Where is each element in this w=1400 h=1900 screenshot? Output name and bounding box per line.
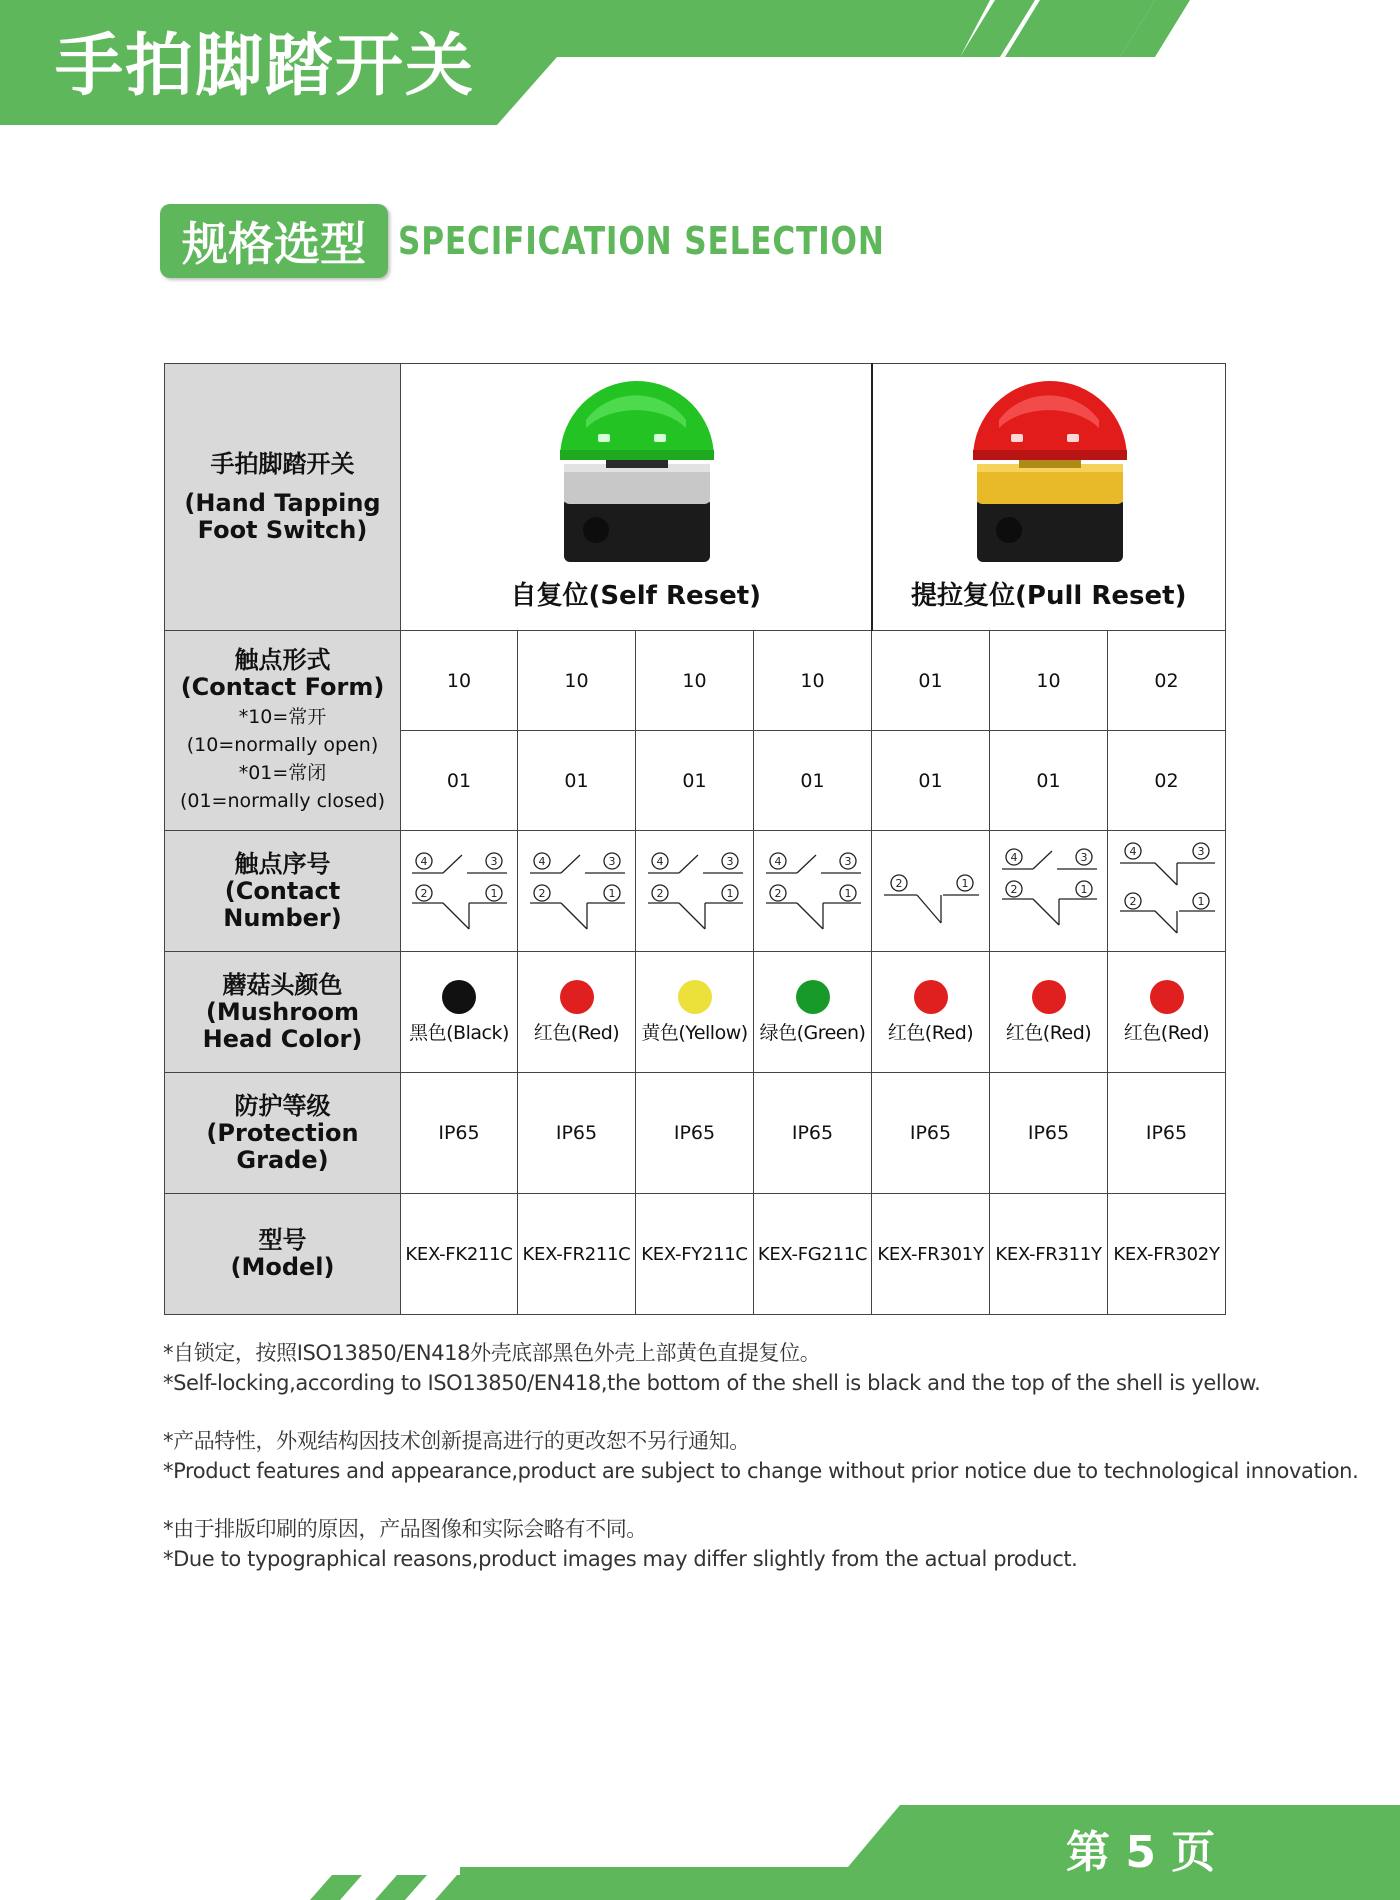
- svg-text:2: 2: [1129, 895, 1136, 908]
- model-c6: KEX-FR311Y: [990, 1194, 1108, 1315]
- svg-text:4: 4: [1129, 845, 1136, 858]
- color-dot: [914, 980, 948, 1014]
- contact-form-r1-c5: 01: [872, 631, 990, 731]
- head-color-c2: [518, 952, 636, 1073]
- svg-text:2: 2: [420, 887, 428, 900]
- self-reset-group: [401, 364, 872, 631]
- contact-form-r1-c4: 10: [754, 631, 872, 731]
- spec-badge: 规格选型: [160, 204, 388, 278]
- red-mushroom-switch-image: [949, 372, 1149, 572]
- contact-number-c5: [872, 831, 990, 952]
- contact-form-r1-c2: 10: [518, 631, 636, 731]
- color-label: 黄色(Yellow): [641, 1021, 748, 1044]
- pull-reset-label: 提拉复位(Pull Reset): [911, 581, 1187, 611]
- contact-form-r2-c6: 01: [990, 731, 1108, 831]
- model-c1: KEX-FK211C: [401, 1194, 518, 1315]
- spec-table: [164, 363, 1226, 1315]
- svg-text:4: 4: [774, 855, 781, 868]
- svg-text:4: 4: [538, 855, 545, 868]
- contact-no-nc-diagram-icon: [525, 841, 629, 937]
- svg-text:1: 1: [490, 887, 498, 900]
- contact-no-nc-diagram-icon: [407, 841, 511, 937]
- svg-text:1: 1: [961, 877, 968, 890]
- contact-form-r2-c5: 01: [872, 731, 990, 831]
- note-3-en: *Due to typographical reasons,product images may differ slightly from the actual product.: [163, 1547, 1078, 1571]
- color-dot: [560, 980, 594, 1014]
- svg-text:3: 3: [1080, 851, 1087, 864]
- svg-text:2: 2: [538, 887, 545, 900]
- color-dot: [1032, 980, 1066, 1014]
- model-c3: KEX-FY211C: [636, 1194, 754, 1315]
- contact-number-c1: [401, 831, 518, 952]
- color-dot: [796, 980, 830, 1014]
- svg-text:3: 3: [490, 855, 498, 868]
- svg-text:4: 4: [656, 855, 663, 868]
- contact-number-header: [165, 831, 401, 952]
- page-number: 第 5 页: [1066, 1827, 1216, 1878]
- color-label: 黑色(Black): [409, 1021, 509, 1044]
- contact-no-nc-diagram-icon: [997, 841, 1101, 937]
- page-title: 手拍脚踏开关: [55, 27, 476, 106]
- contact-form-r1-c7: 02: [1108, 631, 1226, 731]
- contact-form-note-4: (01=normally closed): [179, 789, 386, 812]
- head-color-c3: [636, 952, 754, 1073]
- contact-form-r2-c3: 01: [636, 731, 754, 831]
- contact-number-c7: [1108, 831, 1226, 952]
- svg-text:1: 1: [1197, 895, 1204, 908]
- color-label: 红色(Red): [1005, 1021, 1092, 1044]
- note-2-zh: *产品特性，外观结构因技术创新提高进行的更改恕不另行通知。: [163, 1429, 750, 1453]
- svg-text:1: 1: [844, 887, 851, 900]
- head-color-zh: 蘑菇头颜色: [222, 970, 343, 999]
- contact-number-c6: [990, 831, 1108, 952]
- contact-no-nc-diagram-icon: [643, 841, 747, 937]
- head-color-header: [165, 952, 401, 1073]
- model-zh: 型号: [258, 1226, 307, 1254]
- pull-reset-group: [872, 364, 1226, 631]
- color-dot: [1150, 980, 1184, 1014]
- svg-text:2: 2: [774, 887, 781, 900]
- green-mushroom-switch-image: [536, 372, 736, 572]
- svg-text:2: 2: [1010, 883, 1017, 896]
- note-1-zh: *自锁定，按照ISO13850/EN418外壳底部黑色外壳上部黄色直提复位。: [163, 1341, 821, 1365]
- color-label: 红色(Red): [887, 1021, 974, 1044]
- note-2-en: *Product features and appearance,product are subject to change without prior notice due to technological innovation.: [163, 1459, 1359, 1483]
- contact-form-r2-c7: 02: [1108, 731, 1226, 831]
- contact-form-r2-c4: 01: [754, 731, 872, 831]
- color-label: 红色(Red): [1123, 1021, 1210, 1044]
- head-color-c4: [754, 952, 872, 1073]
- contact-form-r1-c1: 10: [401, 631, 518, 731]
- protection-c1: IP65: [401, 1073, 518, 1194]
- protection-c2: IP65: [518, 1073, 636, 1194]
- product-header-cell: [165, 364, 401, 631]
- product-name-en-1: (Hand Tapping: [184, 488, 381, 517]
- contact-form-r1-c6: 10: [990, 631, 1108, 731]
- head-color-c7: [1108, 952, 1226, 1073]
- note-1-en: *Self-locking,according to ISO13850/EN418,the bottom of the shell is black and the top of the shell is yellow.: [163, 1371, 1261, 1395]
- spec-section-header: [160, 203, 992, 278]
- color-label: 红色(Red): [533, 1021, 620, 1044]
- svg-text:2: 2: [895, 877, 902, 890]
- svg-text:1: 1: [608, 887, 615, 900]
- protection-c7: IP65: [1108, 1073, 1226, 1194]
- svg-text:3: 3: [1197, 845, 1204, 858]
- contact-form-r1-c3: 10: [636, 631, 754, 731]
- contact-number-c4: [754, 831, 872, 952]
- self-reset-label: 自复位(Self Reset): [510, 581, 762, 611]
- head-color-c6: [990, 952, 1108, 1073]
- contact-form-note-1: *10=常开: [238, 705, 327, 728]
- svg-text:1: 1: [1080, 883, 1087, 896]
- protection-en: (Protection Grade): [206, 1118, 359, 1174]
- svg-text:4: 4: [1010, 851, 1017, 864]
- head-color-en-2: Head Color): [202, 1024, 363, 1053]
- contact-2no-2nc-diagram-icon: [1115, 841, 1219, 937]
- color-label: 绿色(Green): [759, 1021, 866, 1044]
- svg-text:2: 2: [656, 887, 663, 900]
- svg-text:1: 1: [726, 887, 733, 900]
- svg-text:3: 3: [726, 855, 733, 868]
- contact-form-note-2: (10=normally open): [186, 733, 379, 756]
- model-en: (Model): [230, 1253, 335, 1281]
- head-color-en-1: (Mushroom: [205, 997, 360, 1026]
- contact-no-nc-diagram-icon: [761, 841, 865, 937]
- contact-nc-diagram-icon: [879, 841, 983, 937]
- contact-form-zh: 触点形式: [234, 645, 331, 674]
- svg-text:3: 3: [844, 855, 851, 868]
- spec-title-en: SPECIFICATION SELECTION: [398, 218, 885, 263]
- protection-c4: IP65: [754, 1073, 872, 1194]
- protection-c6: IP65: [990, 1073, 1108, 1194]
- contact-number-en: (Contact Number): [223, 876, 342, 932]
- contact-form-note-3: *01=常闭: [238, 761, 327, 784]
- svg-text:3: 3: [608, 855, 615, 868]
- color-dot: [442, 980, 476, 1014]
- svg-text:4: 4: [420, 855, 428, 868]
- contact-form-r2-c1: 01: [401, 731, 518, 831]
- color-dot: [678, 980, 712, 1014]
- contact-form-header: [165, 631, 401, 831]
- model-c2: KEX-FR211C: [518, 1194, 636, 1315]
- footnotes: [163, 1338, 1358, 1602]
- contact-number-c2: [518, 831, 636, 952]
- note-3-zh: *由于排版印刷的原因，产品图像和实际会略有不同。: [163, 1517, 647, 1541]
- protection-c3: IP65: [636, 1073, 754, 1194]
- model-c4: KEX-FG211C: [754, 1194, 872, 1315]
- model-header: [165, 1194, 401, 1315]
- protection-header: [165, 1073, 401, 1194]
- contact-form-en: (Contact Form): [180, 672, 385, 701]
- head-color-c1: [401, 952, 518, 1073]
- product-name-zh: 手拍脚踏开关: [210, 449, 355, 478]
- contact-number-zh: 触点序号: [234, 849, 331, 878]
- model-c7: KEX-FR302Y: [1108, 1194, 1226, 1315]
- model-c5: KEX-FR301Y: [872, 1194, 990, 1315]
- contact-form-r2-c2: 01: [518, 731, 636, 831]
- protection-c5: IP65: [872, 1073, 990, 1194]
- contact-number-c3: [636, 831, 754, 952]
- product-name-en-2: Foot Switch): [197, 515, 368, 544]
- protection-zh: 防护等级: [234, 1091, 331, 1120]
- head-color-c5: [872, 952, 990, 1073]
